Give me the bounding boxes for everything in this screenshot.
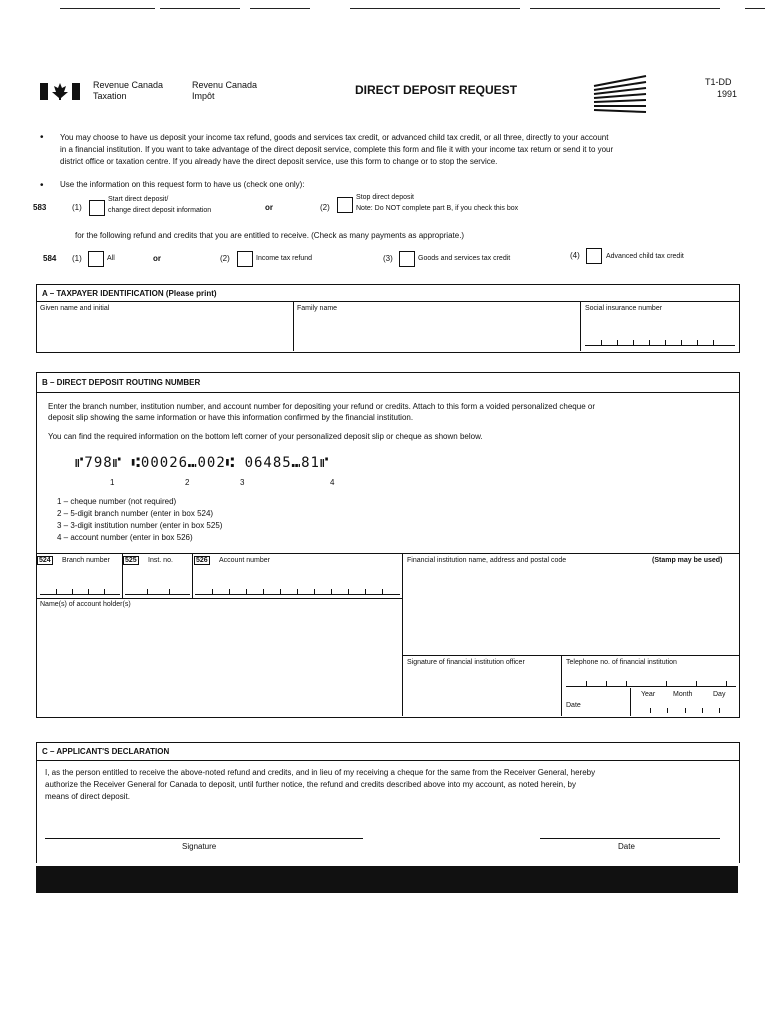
branch-number-field[interactable] [40, 570, 120, 596]
telephone-label: Telephone no. of financial institution [566, 659, 677, 666]
dept-fr-1: Revenu Canada [192, 80, 258, 90]
divider [36, 553, 740, 554]
year-label: Year [641, 691, 656, 698]
box-525-code: 525 [125, 557, 137, 564]
dept-en-1: Revenue Canada [93, 80, 164, 90]
box-526-code: 526 [196, 557, 208, 564]
opt-584-4-num: (4) [570, 251, 580, 260]
declaration-line-3: means of direct deposit. [45, 792, 130, 801]
fin-inst-field[interactable] [407, 568, 737, 653]
legend-1: 1 – cheque number (not required) [57, 497, 177, 506]
scan-line [160, 8, 240, 9]
account-number-label: Account number [219, 557, 270, 564]
divider [192, 553, 193, 598]
sin-label: Social insurance number [585, 305, 663, 312]
gst-credit-checkbox[interactable] [399, 251, 415, 267]
scan-line [250, 8, 310, 9]
micr-num-2: 2 [185, 478, 190, 487]
divider [402, 553, 403, 716]
dept-fr-2: Impôt [192, 91, 215, 101]
inst-no-label: Inst. no. [148, 557, 173, 564]
account-holders-label: Name(s) of account holder(s) [40, 601, 131, 608]
stamp-label: (Stamp may be used) [652, 557, 723, 564]
stop-deposit-checkbox[interactable] [337, 197, 353, 213]
divider [402, 655, 740, 656]
form-code: T1-DD [705, 77, 732, 87]
fin-inst-label: Financial institution name, address and postal code [407, 557, 567, 564]
branch-number-label: Branch number [62, 557, 110, 564]
divider [580, 301, 581, 351]
intro-line-2: in a financial institution. If you want to take advantage of the direct deposit service, complete this form and file it with your income tax return or send it to your [60, 145, 614, 154]
legend-4: 4 – account number (enter in box 526) [57, 533, 193, 542]
date-line [540, 838, 720, 839]
or-label: or [265, 203, 273, 212]
inst-number-field[interactable] [125, 570, 190, 596]
intro-instruction: Use the information on this request form to have us (check one only): [60, 180, 305, 189]
section-b-line-1: Enter the branch number, institution number, and account number for depositing your refund or credits. Attach to this form a voided personalized cheque or [48, 402, 595, 411]
declaration-paragraph [45, 767, 735, 803]
all-label: All [107, 255, 115, 262]
day-label: Day [713, 691, 726, 698]
micr-num-3: 3 [240, 478, 245, 487]
start-deposit-label: Start direct deposit/ [108, 196, 169, 203]
applicant-signature-field[interactable] [45, 818, 363, 838]
divider [561, 655, 562, 716]
dept-en-2: Taxation [93, 91, 127, 101]
opt-584-2-num: (2) [220, 254, 230, 263]
sin-field[interactable] [585, 315, 735, 349]
date-label: Date [618, 842, 635, 851]
code-583: 583 [33, 203, 47, 212]
opt-583-2-num: (2) [320, 203, 330, 212]
officer-signature-label: Signature of financial institution officer [407, 659, 525, 666]
date-label: Date [566, 702, 581, 709]
divider [122, 553, 123, 598]
divider [36, 392, 740, 393]
declaration-line-1: I, as the person entitled to receive the above-noted refund and credits, and in lieu of my receiving a cheque for the same from the Receiver General, hereby [45, 768, 596, 777]
micr-legend [57, 496, 222, 544]
section-a-title: A – TAXPAYER IDENTIFICATION (Please print) [42, 289, 217, 298]
family-name-field[interactable] [297, 315, 577, 349]
section-b-line-2: deposit slip showing the same information or have this information confirmed by the financial institution. [48, 413, 414, 422]
form-title: DIRECT DEPOSIT REQUEST [355, 83, 518, 97]
opt-583-1-num: (1) [72, 203, 82, 212]
intro-line-3: district office or taxation centre. If you already have the direct deposit service, use this form to change or to stop the service. [60, 157, 498, 166]
opt-584-3-num: (3) [383, 254, 393, 263]
all-checkbox[interactable] [88, 251, 104, 267]
following-text: for the following refund and credits that you are entitled to receive. (Check as many payments as appropriate.) [75, 231, 465, 240]
intro-line-1: You may choose to have us deposit your income tax refund, goods and services tax credit, or advanced child tax credit, or all three, directly to your account [60, 133, 609, 142]
family-name-label: Family name [297, 305, 338, 312]
footer-bar [36, 866, 738, 893]
divider [36, 598, 402, 599]
scan-line [530, 8, 720, 9]
gst-credit-label: Goods and services tax credit [418, 255, 511, 262]
section-b-find-text: You can find the required information on the bottom left corner of your personalized deposit slip or cheque as shown below. [48, 432, 483, 441]
stop-deposit-label: Stop direct deposit [356, 194, 414, 201]
or-label: or [153, 254, 161, 263]
signature-line [45, 838, 363, 839]
canada-flag-logo [40, 80, 80, 102]
account-number-field[interactable] [195, 570, 400, 596]
start-deposit-checkbox[interactable] [89, 200, 105, 216]
declaration-line-2: authorize the Receiver General for Canada to deposit, until further notice, the refund and credits described above into my account, as noted herein, by [45, 780, 576, 789]
opt-584-1-num: (1) [72, 254, 82, 263]
bullet: • [40, 132, 44, 143]
child-tax-credit-label: Advanced child tax credit [606, 253, 684, 260]
section-c-title: C – APPLICANT'S DECLARATION [42, 747, 170, 756]
signature-label: Signature [182, 842, 217, 851]
code-584: 584 [43, 254, 57, 263]
intro-paragraph [60, 132, 750, 168]
divider [36, 760, 740, 761]
income-tax-refund-checkbox[interactable] [237, 251, 253, 267]
month-label: Month [673, 691, 693, 698]
legend-3: 3 – 3-digit institution number (enter in box 525) [57, 521, 223, 530]
divider [36, 301, 740, 302]
stripes-logo [590, 72, 650, 117]
scan-line [60, 8, 155, 9]
given-name-label: Given name and initial [40, 305, 110, 312]
applicant-date-field[interactable] [540, 818, 720, 838]
officer-date-field[interactable] [633, 700, 737, 714]
officer-signature-field[interactable] [407, 670, 557, 712]
income-tax-refund-label: Income tax refund [256, 255, 313, 262]
scan-line [745, 8, 765, 9]
scan-line [350, 8, 520, 9]
section-b-title: B – DIRECT DEPOSIT ROUTING NUMBER [42, 378, 201, 387]
divider [293, 301, 294, 351]
micr-line: ⑈798⑈ ⑆00026⑉002⑆ 06485⑉81⑈ [75, 455, 330, 471]
bullet: • [40, 180, 44, 191]
given-name-field[interactable] [40, 315, 290, 349]
legend-2: 2 – 5-digit branch number (enter in box 524) [57, 509, 214, 518]
account-holders-field[interactable] [40, 612, 398, 712]
micr-num-4: 4 [330, 478, 335, 487]
change-deposit-label: change direct deposit information [108, 207, 212, 214]
form-year: 1991 [717, 89, 738, 99]
micr-num-1: 1 [110, 478, 115, 487]
telephone-field[interactable] [566, 670, 736, 688]
child-tax-credit-checkbox[interactable] [586, 248, 602, 264]
section-b-paragraph [48, 401, 736, 423]
stop-deposit-note: Note: Do NOT complete part B, if you check this box [356, 205, 519, 212]
divider [630, 688, 631, 716]
box-524-code: 524 [39, 557, 51, 564]
